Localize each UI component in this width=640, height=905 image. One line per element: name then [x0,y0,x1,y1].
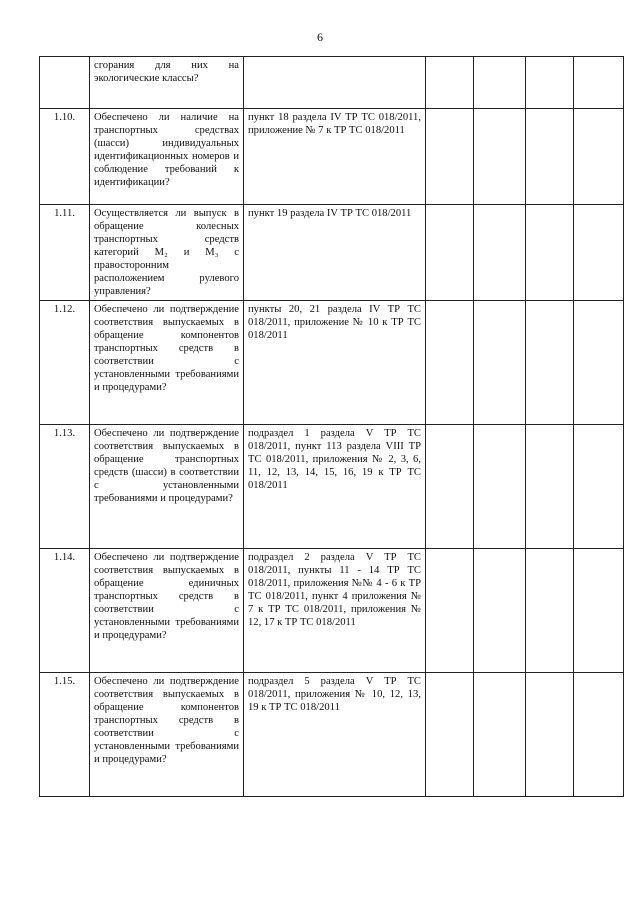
row-reference: подраздел 2 раздела V ТР ТС 018/2011, пункты 11 - 14 ТР ТС 018/2011, приложения №№ 4 - 6 к ТР ТС 018/2011, пункт 4 приложения № 7 к ТР ТС 018/2011, приложения № 12, 17 к ТР ТС 018/2011 [244,549,426,673]
row-reference: пункты 20, 21 раздела IV ТР ТС 018/2011, приложение № 10 к ТР ТС 018/2011 [244,301,426,425]
answer-no-cell [474,109,526,205]
table-row [40,57,624,109]
answer-no-cell [474,425,526,549]
answer-yes-cell [426,549,474,673]
remarks-cell [574,673,624,797]
remarks-cell [574,205,624,301]
answer-yes-cell [426,109,474,205]
answer-yes-cell [426,673,474,797]
row-reference: пункт 19 раздела IV ТР ТС 018/2011 [244,205,426,301]
answer-na-cell [526,673,574,797]
answer-na-cell [526,109,574,205]
row-question: сгорания для них на экологические классы? [90,57,244,109]
row-question: Обеспечено ли наличие на транспортных средствах (шасси) индивидуальных идентификационных номеров и соблюдение требований к идентификации? [90,109,244,205]
answer-no-cell [474,549,526,673]
row-number: 1.15. [40,673,90,797]
page-number: 6 [317,30,323,44]
row-number: 1.10. [40,109,90,205]
table-row [40,301,624,425]
row-number: 1.13. [40,425,90,549]
row-reference: подраздел 1 раздела V ТР ТС 018/2011, пункт 113 раздела VIII ТР ТС 018/2011, приложения № 2, 3, 6, 11, 12, 13, 14, 15, 16, 19 к ТР ТС 018/2011 [244,425,426,549]
checklist-table [39,56,624,797]
answer-yes-cell [426,425,474,549]
row-question: Обеспечено ли подтверждение соответствия выпускаемых в обращение единичных транспортных средств в соответствии с установленными требованиями и процедурами? [90,549,244,673]
answer-yes-cell [426,301,474,425]
answer-no-cell [474,57,526,109]
remarks-cell [574,57,624,109]
answer-no-cell [474,205,526,301]
row-reference: пункт 18 раздела IV ТР ТС 018/2011, приложение № 7 к ТР ТС 018/2011 [244,109,426,205]
table-row [40,425,624,549]
answer-na-cell [526,549,574,673]
table-row [40,205,624,301]
answer-na-cell [526,205,574,301]
row-number: 1.11. [40,205,90,301]
answer-no-cell [474,301,526,425]
remarks-cell [574,549,624,673]
row-question: Обеспечено ли подтверждение соответствия выпускаемых в обращение компонентов транспортных средств в соответствии с установленными требованиями и процедурами? [90,673,244,797]
table-row [40,109,624,205]
answer-yes-cell [426,205,474,301]
remarks-cell [574,425,624,549]
answer-na-cell [526,301,574,425]
row-number [40,57,90,109]
row-reference [244,57,426,109]
answer-na-cell [526,57,574,109]
table-row [40,673,624,797]
row-question: Обеспечено ли подтверждение соответствия выпускаемых в обращение транспортных средств (шасси) в соответствии с установленными требованиями и процедурами? [90,425,244,549]
remarks-cell [574,301,624,425]
row-number: 1.12. [40,301,90,425]
answer-no-cell [474,673,526,797]
answer-yes-cell [426,57,474,109]
table-row [40,549,624,673]
remarks-cell [574,109,624,205]
answer-na-cell [526,425,574,549]
row-reference: подраздел 5 раздела V ТР ТС 018/2011, приложения № 10, 12, 13, 19 к ТР ТС 018/2011 [244,673,426,797]
row-question: Осуществляется ли выпуск в обращение колесных транспортных средств категорий M₂ и M₃ с правосторонним расположением рулевого управления? [90,205,244,301]
row-number: 1.14. [40,549,90,673]
row-question: Обеспечено ли подтверждение соответствия выпускаемых в обращение компонентов транспортных средств в соответствии с установленными требованиями и процедурами? [90,301,244,425]
